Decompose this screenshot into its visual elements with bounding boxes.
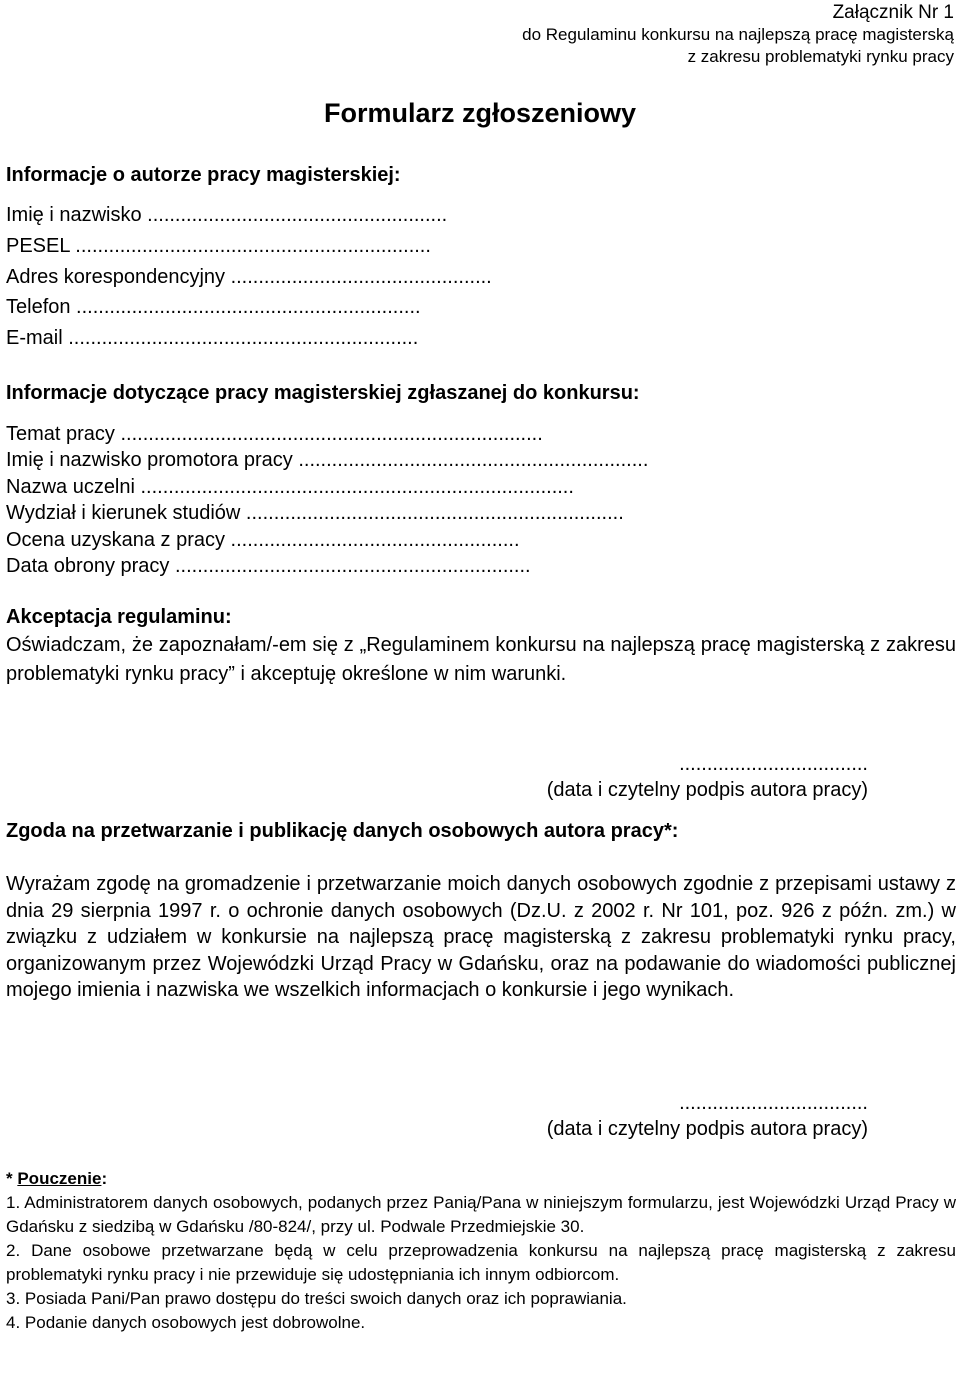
field-grade[interactable]: Ocena uzyskana z pracy .................................................... — [6, 528, 520, 551]
notice-item: 3. Posiada Pani/Pan prawo dostępu do treści swoich danych oraz ich poprawiania. — [6, 1289, 627, 1308]
consent-heading: Zgoda na przetwarzanie i publikację danych osobowych autora pracy*: — [6, 820, 679, 842]
notice-colon: : — [101, 1169, 108, 1188]
field-phone[interactable]: Telefon .............................................................. — [6, 296, 421, 319]
field-university[interactable]: Nazwa uczelni .............................................................................. — [6, 475, 574, 498]
acceptance-heading: Akceptacja regulaminu: — [6, 606, 232, 628]
field-thesis-topic[interactable]: Temat pracy ............................................................................ — [6, 423, 543, 445]
annex-line-3: z zakresu problematyki rynku pracy — [687, 47, 954, 66]
notice-section — [6, 1167, 956, 1335]
field-pesel[interactable]: PESEL ................................................................ — [6, 234, 431, 257]
form-title: Formularz zgłoszeniowy — [323, 98, 637, 128]
notice-heading — [6, 1167, 956, 1191]
signature-line[interactable]: .................................. — [679, 1092, 868, 1114]
author-section-heading: Informacje o autorze pracy magisterskiej: — [6, 164, 401, 186]
field-supervisor[interactable]: Imię i nazwisko promotora pracy ............................................................... — [6, 449, 649, 472]
notice-item: 1. Administratorem danych osobowych, podanych przez Panią/Pana w niniejszym formularzu, jest Wojewódzki Urząd Pracy w Gdańsku z siedzibą w Gdańsku /80-824/, przy ul. Podwale Przedmiejskie 30. — [6, 1193, 956, 1236]
field-name[interactable]: Imię i nazwisko ...................................................... — [6, 204, 448, 226]
notice-heading-text: Pouczenie — [17, 1169, 102, 1188]
notice-star: * — [6, 1169, 18, 1188]
thesis-section-heading: Informacje dotyczące pracy magisterskiej zgłaszanej do konkursu: — [6, 382, 640, 404]
signature-caption: (data i czytelny podpis autora pracy) — [546, 1118, 868, 1140]
author-fields — [6, 200, 492, 354]
consent-signature — [547, 1090, 868, 1142]
field-defense-date[interactable]: Data obrony pracy ................................................................ — [6, 554, 531, 577]
consent-text: Wyrażam zgodę na gromadzenie i przetwarzanie moich danych osobowych zgodnie z przepisami ustawy z dnia 29 sierpnia 1997 r. o ochronie danych osobowych (Dz.U. z 2002 r. Nr 101, poz. 926 z późn. zm.) w związku z udziałem w konkursie na najlepszą pracę magisterską z zakresu problematyki rynku pracy, organizowanym przez Wojewódzki Urząd Pracy w Gdańsku, oraz na podawanie do wiadomości publicznej mojego imienia i nazwiska we wszelkich informacjach o konkursie i jego wynikach. — [6, 873, 956, 1001]
annex-number: Załącznik Nr 1 — [832, 2, 954, 23]
acceptance-text: Oświadczam, że zapoznałam/-em się z „Regulaminem konkursu na najlepszą pracę magisterską z zakresu problematyki rynku pracy” i akceptuję określone w nim warunki. — [6, 634, 956, 685]
field-email[interactable]: E-mail ............................................................... — [6, 327, 419, 350]
notice-item: 4. Podanie danych osobowych jest dobrowolne. — [6, 1313, 366, 1332]
thesis-fields — [6, 421, 648, 579]
field-faculty[interactable]: Wydział i kierunek studiów .................................................................... — [6, 502, 624, 525]
notice-item: 2. Dane osobowe przetwarzane będą w celu przeprowadzenia konkursu na najlepszą pracę magisterską z zakresu problematyki rynku pracy i nie przewiduje się udostępniania ich innym odbiorcom. — [6, 1241, 956, 1284]
signature-line[interactable]: .................................. — [679, 753, 868, 775]
signature-caption: (data i czytelny podpis autora pracy) — [546, 779, 868, 801]
annex-header — [522, 2, 954, 68]
acceptance-signature — [547, 751, 868, 803]
annex-line-2: do Regulaminu konkursu na najlepszą pracę magisterską — [522, 25, 954, 44]
field-address[interactable]: Adres korespondencyjny ............................................... — [6, 265, 492, 288]
